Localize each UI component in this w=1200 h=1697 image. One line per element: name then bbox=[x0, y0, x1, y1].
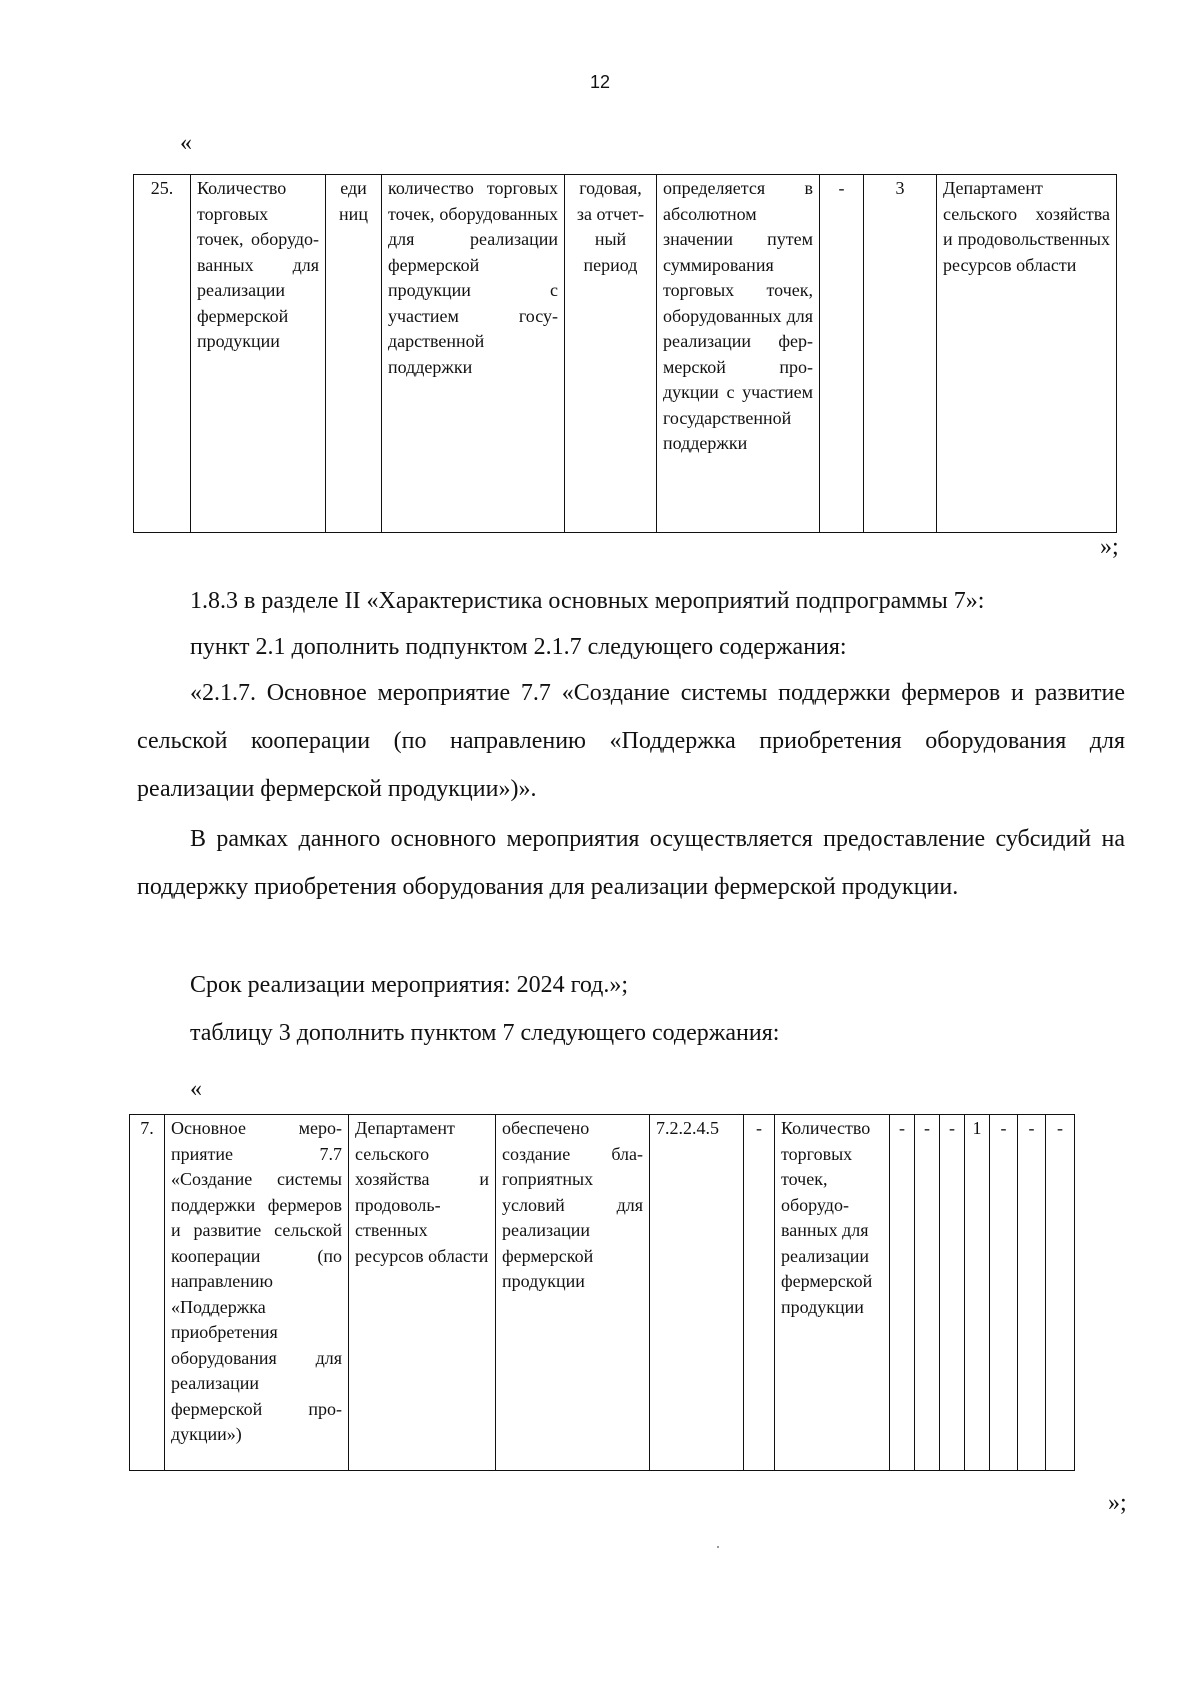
year-value: - bbox=[890, 1115, 915, 1471]
opening-quote: « bbox=[180, 130, 192, 156]
table-row bbox=[130, 1115, 1075, 1471]
closing-quote-2: »; bbox=[1108, 1490, 1127, 1516]
responsible-department: Департамент сельского хозяйства и продовольственных ресурсов области bbox=[349, 1115, 496, 1471]
dash-cell: - bbox=[820, 175, 864, 533]
year-value: - bbox=[990, 1115, 1018, 1471]
row-number: 25. bbox=[134, 175, 191, 533]
indicator-name: Количество торговых точек, оборудованных для реализации фермерской продукции bbox=[775, 1115, 890, 1471]
activity-table bbox=[129, 1114, 1075, 1471]
table-row bbox=[134, 175, 1117, 533]
scan-speck bbox=[717, 1546, 719, 1548]
calculation-method: определяется в абсолютном значении путем суммирования торговых точек, оборудованных для реализации фермерской продукции с участием государственной поддержки bbox=[657, 175, 820, 533]
year-value: - bbox=[940, 1115, 965, 1471]
year-value: 1 bbox=[965, 1115, 990, 1471]
indicator-table bbox=[133, 174, 1117, 533]
paragraph-description: В рамках данного основного мероприятия осуществляется предоставление субсидий на поддержку приобретения оборудования для реализации фермерской продукции. bbox=[137, 826, 1125, 900]
year-value: - bbox=[915, 1115, 940, 1471]
year-value: - bbox=[1046, 1115, 1075, 1471]
paragraph-table-instruction: таблицу 3 дополнить пунктом 7 следующего содержания: bbox=[190, 1020, 780, 1046]
activity-name: Основное мероприятие 7.7 «Создание системы поддержки фермеров и развитие сельской кооперации (по направлению «Поддержка приобретения оборудования для реализации фермерской продукции») bbox=[165, 1115, 349, 1471]
periodicity: годовая, за отчетный период bbox=[565, 175, 657, 533]
page-number: 12 bbox=[589, 72, 611, 92]
unit-of-measure: еди ниц bbox=[326, 175, 382, 533]
dash-cell: - bbox=[744, 1115, 775, 1471]
responsible-department: Департамент сельского хозяйства и продовольственных ресурсов области bbox=[937, 175, 1117, 533]
paragraph-instruction: пункт 2.1 дополнить подпунктом 2.1.7 следующего содержания: bbox=[190, 634, 847, 660]
indicator-name: Количество торговых точек, оборудованных для реализации фермерской продукции bbox=[191, 175, 326, 533]
expected-result: обеспечено создание благоприятных условий для реализации фермерской продукции bbox=[496, 1115, 650, 1471]
paragraph-section: 1.8.3 в разделе II «Характеристика основных мероприятий подпрограммы 7»: bbox=[190, 588, 985, 614]
closing-quote: »; bbox=[1100, 534, 1119, 560]
opening-quote-2: « bbox=[190, 1076, 202, 1102]
target-value: 3 bbox=[864, 175, 937, 533]
year-value: - bbox=[1018, 1115, 1046, 1471]
link-code: 7.2.2.4.5 bbox=[650, 1115, 744, 1471]
row-number: 7. bbox=[130, 1115, 165, 1471]
indicator-definition: количество торговых точек, оборудованных для реализации фермерской продукции с участием государственной поддержки bbox=[382, 175, 565, 533]
paragraph-subitem: «2.1.7. Основное мероприятие 7.7 «Создание системы поддержки фермеров и развитие сельской кооперации (по направлению «Поддержка приобретения оборудования для реализации фермерской продукции»)». bbox=[137, 680, 1125, 802]
paragraph-term: Срок реализации мероприятия: 2024 год.»; bbox=[190, 972, 628, 998]
